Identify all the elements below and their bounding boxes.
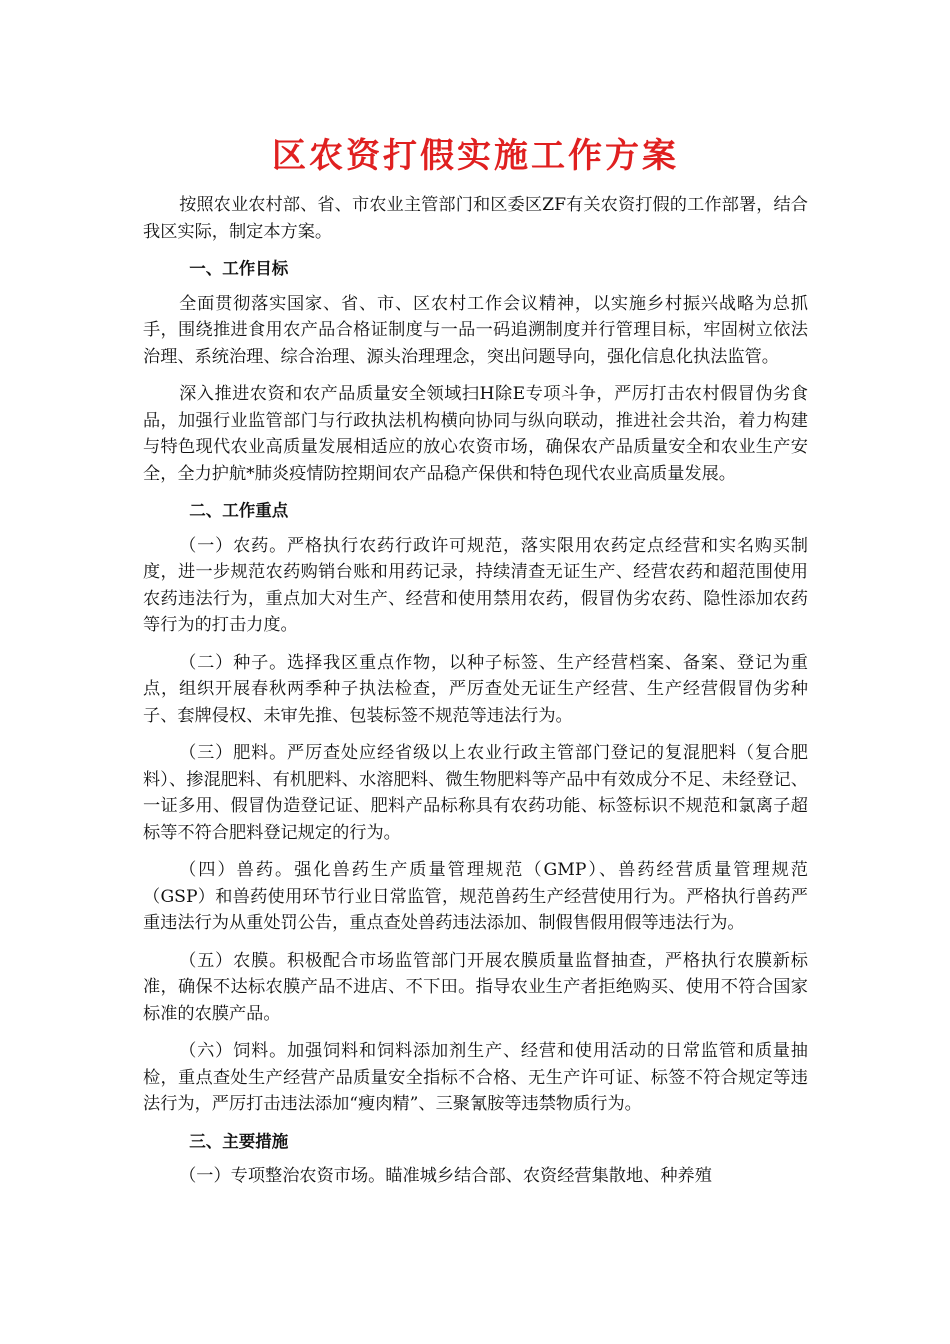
section-heading-focus: 二、工作重点	[189, 501, 289, 520]
focus-item-pesticide: （一）农药。严格执行农药行政许可规范，落实限用农药定点经营和实名购买制度，进一步规范农药购销台账和用药记录，持续清查无证生产、经营农药和超范围使用农药违法行为，重点加大对生产、经营和使用禁用农药，假冒伪劣农药、隐性添加农药等行为的打击力度。	[143, 535, 808, 635]
measures-paragraph-1: （一）专项整治农资市场。瞄准城乡结合部、农资经营集散地、种养殖	[179, 1166, 712, 1186]
section-heading-goals: 一、工作目标	[189, 259, 289, 278]
intro-paragraph: 按照农业农村部、省、市农业主管部门和区委区ZF有关农资打假的工作部署，结合我区实际，制定本方案。	[143, 195, 808, 242]
focus-item-agricultural-film: （五）农膜。积极配合市场监管部门开展农膜质量监督抽查，严格执行农膜新标准，确保不达标农膜产品不进店、不下田。指导农业生产者拒绝购买、使用不符合国家标准的农膜产品。	[143, 950, 808, 1024]
goals-paragraph-1: 全面贯彻落实国家、省、市、区农村工作会议精神，以实施乡村振兴战略为总抓手，围绕推进食用农产品合格证制度与一品一码追溯制度并行管理目标，牢固树立依法治理、系统治理、综合治理、源头治理理念，突出问题导向，强化信息化执法监管。	[143, 293, 808, 367]
focus-item-seed: （二）种子。选择我区重点作物，以种子标签、生产经营档案、备案、登记为重点，组织开展春秋两季种子执法检查，严厉查处无证生产经营、生产经营假冒伪劣种子、套牌侵权、未审先推、包装标签不规范等违法行为。	[143, 652, 808, 726]
goals-paragraph-2: 深入推进农资和农产品质量安全领域扫H除E专项斗争，严厉打击农村假冒伪劣食品，加强行业监管部门与行政执法机构横向协同与纵向联动，推进社会共治，着力构建与特色现代农业高质量发展相适应的放心农资市场，确保农产品质量安全和农业生产安全，全力护航*肺炎疫情防控期间农产品稳产保供和特色现代农业高质量发展。	[143, 384, 808, 484]
focus-item-veterinary-drug: （四）兽药。强化兽药生产质量管理规范（GMP）、兽药经营质量管理规范（GSP）和兽药使用环节行业日常监管，规范兽药生产经营使用行为。严格执行兽药严重违法行为从重处罚公告，重点查处兽药违法添加、制假售假用假等违法行为。	[143, 860, 808, 933]
document-title: 区农资打假实施工作方案	[272, 136, 679, 176]
focus-item-feed: （六）饲料。加强饲料和饲料添加剂生产、经营和使用活动的日常监管和质量抽检，重点查处生产经营产品质量安全指标不合格、无生产许可证、标签不符合规定等违法行为，严厉打击违法添加“瘦肉精”、三聚氰胺等违禁物质行为。	[143, 1041, 808, 1114]
focus-item-fertilizer: （三）肥料。严厉查处应经省级以上农业行政主管部门登记的复混肥料（复合肥料）、掺混肥料、有机肥料、水溶肥料、微生物肥料等产品中有效成分不足、未经登记、一证多用、假冒伪造登记证、肥料产品标称具有农药功能、标签标识不规范和氯离子超标等不符合肥料登记规定的行为。	[143, 743, 808, 843]
section-heading-measures: 三、主要措施	[189, 1131, 289, 1151]
document-page	[143, 130, 808, 1194]
